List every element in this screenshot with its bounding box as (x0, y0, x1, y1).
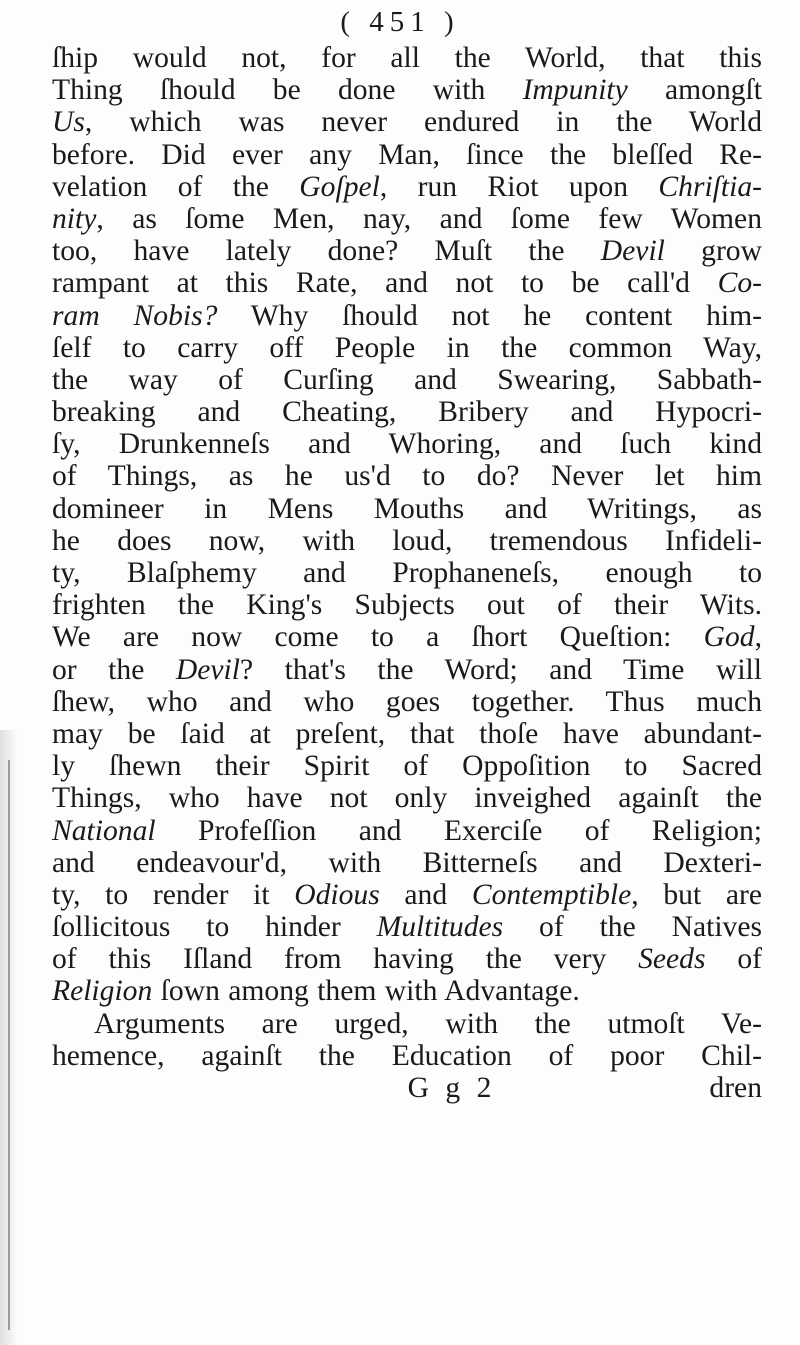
text-line (52, 686, 762, 718)
text-run: ſy, Drunkenneſs and Whoring, and ſuch kind (52, 428, 762, 461)
italic-text: Seeds (638, 943, 706, 976)
text-run: and (379, 878, 472, 911)
text-run: , (754, 621, 762, 654)
text-run: We are now come to a ſhort Queſtion: (52, 621, 704, 654)
italic-text: God (703, 621, 755, 654)
italic-text: Odious (294, 878, 380, 911)
text-run: Arguments are urged, with the utmoſt Ve- (94, 1007, 762, 1040)
text-run: too, have lately done? Muſt the (52, 235, 601, 268)
text-run: , run Riot upon (379, 170, 659, 203)
text-line (52, 42, 762, 74)
text-line (52, 975, 762, 1007)
text-line (52, 1040, 762, 1072)
text-run: the way of Curſing and Swearing, Sabbath- (52, 363, 762, 396)
italic-text: Chriſtia- (658, 170, 762, 203)
text-run: of the Natives (503, 911, 762, 944)
text-run: breaking and Cheating, Bribery and Hypocri- (52, 396, 762, 429)
text-line (52, 879, 762, 911)
italic-text: Co- (717, 267, 762, 300)
text-line (52, 782, 762, 814)
text-run: and endeavour'd, with Bitterneſs and Dexteri- (52, 846, 762, 879)
text-line (52, 428, 762, 460)
text-run: may be ſaid at preſent, that thoſe have abundant- (52, 717, 762, 750)
text-run: ſhip would not, for all the World, that this (52, 42, 762, 74)
text-line (52, 493, 762, 525)
text-line (52, 943, 762, 975)
signature-mark: G g 2 (407, 1072, 496, 1104)
text-run: before. Did ever any Man, ſince the bleſſed Re- (52, 138, 762, 171)
text-run: grow (664, 235, 762, 268)
text-line (52, 203, 762, 235)
text-run: domineer in Mens Mouths and Writings, as (52, 492, 762, 525)
text-line (52, 171, 762, 203)
italic-text: Multitudes (376, 911, 504, 944)
text-line (52, 332, 762, 364)
italic-text: ram Nobis? (52, 299, 218, 332)
text-run: hemence, againſt the Education of poor Chil- (52, 1039, 762, 1072)
text-line (52, 718, 762, 750)
text-run: Why ſhould not he content him- (217, 299, 762, 332)
text-line (52, 74, 762, 106)
text-run: of Things, as he us'd to do? Never let him (52, 460, 762, 493)
text-line (52, 815, 762, 847)
text-run: Thing ſhould be done with (52, 74, 523, 107)
catchword: dren (709, 1072, 762, 1104)
text-line (52, 911, 762, 943)
text-line (52, 106, 762, 138)
text-run: Things, who have not only inveighed againſt the (52, 782, 762, 815)
text-line (52, 460, 762, 492)
text-run: of (705, 943, 762, 976)
text-line (52, 557, 762, 589)
text-line (52, 847, 762, 879)
text-run: of this Iſland from having the very (52, 943, 639, 976)
text-run: ſhew, who and who goes together. Thus much (52, 685, 762, 718)
text-run: rampant at this Rate, and not to be call'd (52, 267, 718, 300)
text-line (52, 235, 762, 267)
footer-line (52, 1072, 762, 1104)
text-line (52, 750, 762, 782)
text-line (52, 525, 762, 557)
italic-text: Devil (600, 235, 665, 268)
text-run: ? that's the Word; and Time will (239, 653, 763, 686)
text-run: ſollicitous to hinder (52, 911, 377, 944)
text-line (52, 300, 762, 332)
text-run: Profeſſion and Exerciſe of Religion; (155, 814, 762, 847)
text-run: , which was never endured in the World (84, 106, 762, 139)
italic-text: Goſpel (299, 170, 380, 203)
body-text (52, 42, 762, 1104)
italic-text: nity (52, 202, 97, 235)
text-line (52, 267, 762, 299)
text-line (52, 139, 762, 171)
text-run: ly ſhewn their Spirit of Oppoſition to Sacred (52, 750, 762, 783)
text-line (52, 621, 762, 653)
italic-text: Contemptible (471, 878, 632, 911)
italic-text: Religion (52, 975, 153, 1008)
page-number: ( 451 ) (340, 6, 460, 38)
italic-text: National (52, 814, 156, 847)
text-line (52, 364, 762, 396)
text-run: or the (52, 653, 176, 686)
text-run: , as ſome Men, nay, and ſome few Women (96, 202, 762, 235)
text-line (52, 654, 762, 686)
text-run: velation of the (52, 170, 300, 203)
binding-edge (8, 760, 10, 1330)
text-line (52, 589, 762, 621)
text-run: ty, Blaſphemy and Prophaneneſs, enough to (52, 557, 762, 589)
text-run: ſelf to carry off People in the common Way, (52, 331, 762, 364)
text-run: ty, to render it (52, 878, 295, 911)
text-run: he does now, with loud, tremendous Infideli- (52, 524, 762, 557)
italic-text: Devil (175, 653, 240, 686)
text-run: ſown among them with Advantage. (152, 975, 580, 1008)
text-line (52, 1008, 762, 1040)
text-run: frighten the King's Subjects out of their Wits. (52, 589, 762, 622)
text-line (52, 396, 762, 428)
text-run: amongſt (627, 74, 763, 107)
text-run: , but are (631, 878, 762, 911)
italic-text: Us (52, 106, 85, 139)
italic-text: Impunity (522, 74, 628, 107)
